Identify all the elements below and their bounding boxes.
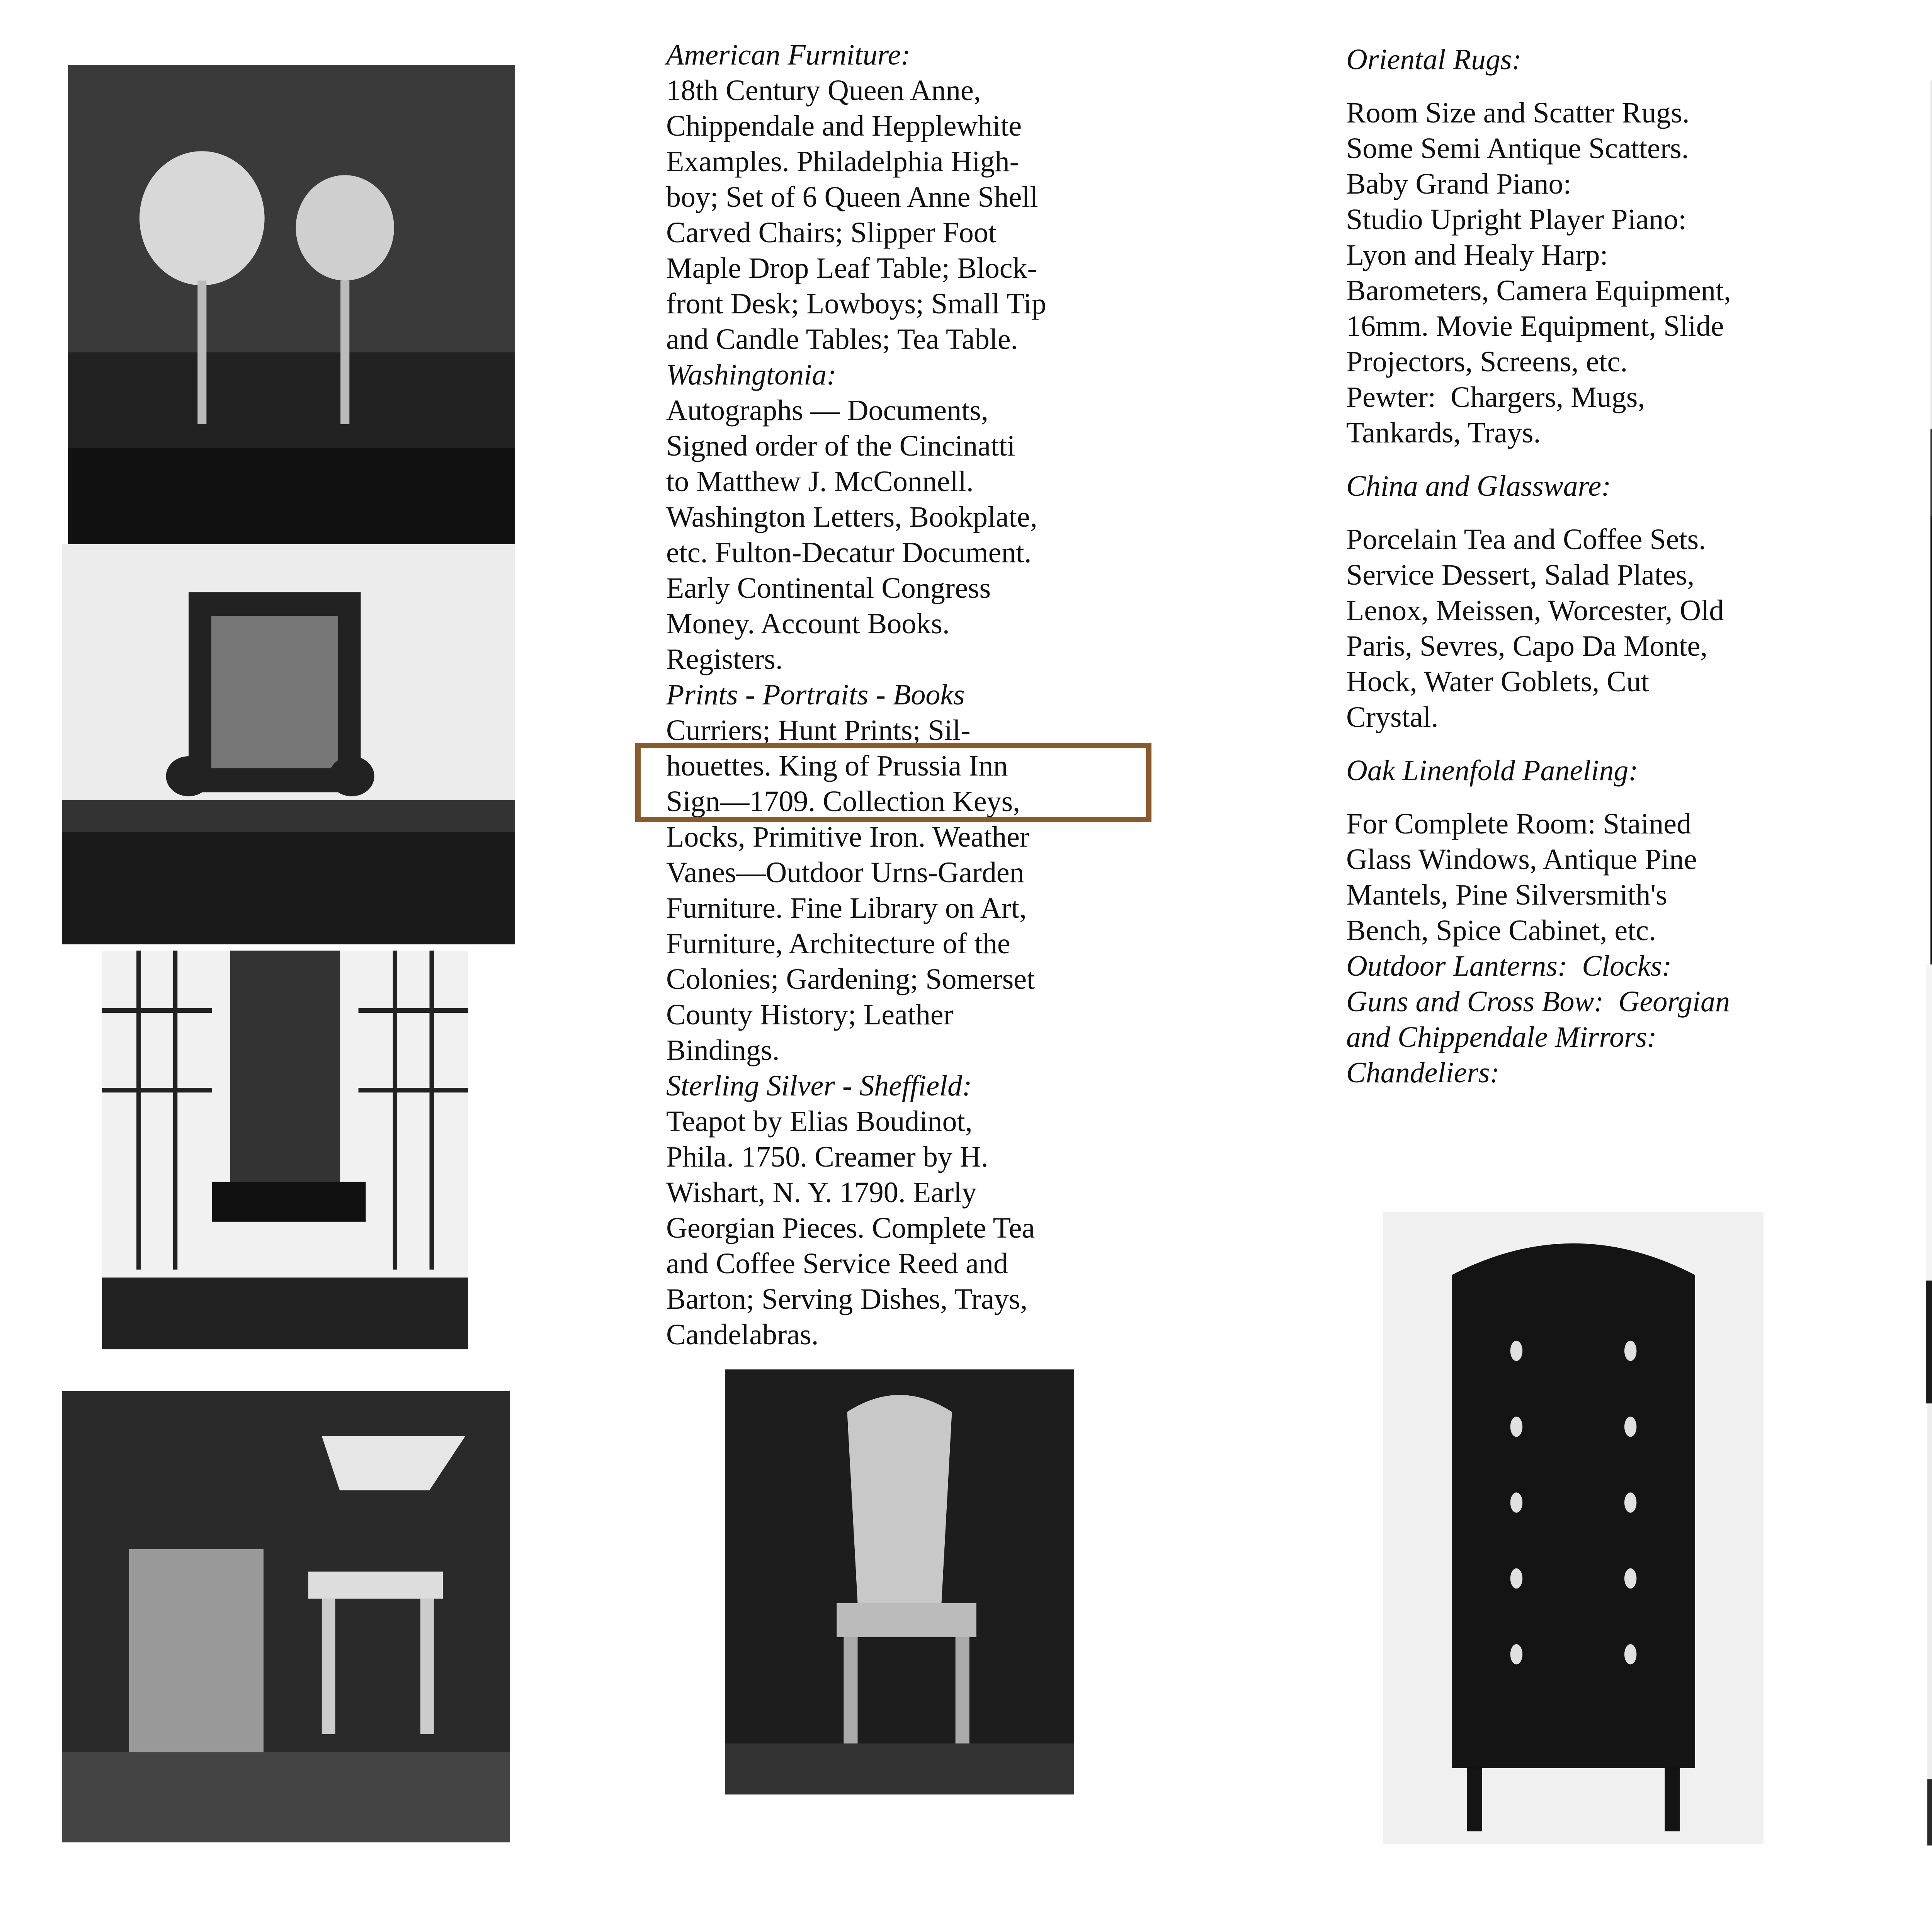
- photo-queen-anne-chair: [725, 1369, 1074, 1794]
- text-line: Colonies; Gardening; Somerset: [666, 963, 1035, 995]
- text-line: Projectors, Screens, etc.: [1346, 345, 1628, 378]
- text-line: 16mm. Movie Equipment, Slide: [1346, 310, 1724, 342]
- section-heading: Oak Linenfold Paneling:: [1346, 754, 1638, 787]
- text-line: Furniture, Architecture of the: [666, 927, 1010, 960]
- photo-sitting-room: [1926, 964, 1932, 1403]
- text-line: Teapot by Elias Boudinot,: [666, 1105, 973, 1138]
- column-middle-left: [666, 37, 1046, 1352]
- text-line: Bench, Spice Cabinet, etc.: [1346, 914, 1656, 947]
- text-line: front Desk; Lowboys; Small Tip: [666, 287, 1046, 320]
- text-line: Glass Windows, Antique Pine: [1346, 843, 1697, 876]
- text-line: houettes. King of Prussia Inn: [666, 750, 1008, 782]
- line-gap: [1346, 735, 1731, 753]
- photo-fireplace-portrait: [62, 544, 515, 944]
- section-heading: Sterling Silver - Sheffield:: [666, 1070, 972, 1102]
- section-heading: Prints - Portraits - Books: [666, 679, 965, 711]
- text-line: and Coffee Service Reed and: [666, 1247, 1008, 1280]
- section-heading: American Furniture:: [666, 39, 911, 71]
- text-line: Pewter: Chargers, Mugs,: [1346, 381, 1645, 413]
- text-line: Furniture. Fine Library on Art,: [666, 892, 1027, 924]
- text-line: Candelabras.: [666, 1318, 819, 1351]
- highlight-box: [635, 743, 1151, 822]
- text-line: boy; Set of 6 Queen Anne Shell: [666, 181, 1038, 213]
- text-line: Lenox, Meissen, Worcester, Old: [1346, 594, 1724, 627]
- text-line: Carved Chairs; Slipper Foot: [666, 216, 997, 249]
- text-line: Vanes—Outdoor Urns-Garden: [666, 856, 1024, 889]
- section-heading: China and Glassware:: [1346, 470, 1611, 502]
- section-heading: and Chippendale Mirrors:: [1346, 1021, 1657, 1053]
- text-line: Money. Account Books.: [666, 607, 950, 640]
- text-line: Tankards, Trays.: [1346, 417, 1541, 449]
- section-heading: Outdoor Lanterns: Clocks:: [1346, 950, 1672, 982]
- photo-globes: [68, 65, 515, 544]
- column-middle-right: [1346, 42, 1731, 1090]
- text-line: Service Dessert, Salad Plates,: [1346, 559, 1695, 591]
- text-line: Signed order of the Cincinatti: [666, 430, 1015, 462]
- text-line: and Candle Tables; Tea Table.: [666, 323, 1018, 355]
- photo-armchair-table: [62, 1391, 510, 1842]
- text-line: County History; Leather: [666, 998, 953, 1031]
- line-gap: [1346, 451, 1731, 468]
- text-line: Early Continental Congress: [666, 572, 991, 604]
- text-line: Barton; Serving Dishes, Trays,: [666, 1283, 1028, 1315]
- line-gap: [1346, 504, 1731, 522]
- text-line: Maple Drop Leaf Table; Block-: [666, 252, 1037, 284]
- text-line: to Matthew J. McConnell.: [666, 465, 974, 498]
- text-line: Georgian Pieces. Complete Tea: [666, 1212, 1035, 1244]
- text-line: Studio Upright Player Piano:: [1346, 203, 1687, 236]
- photo-window-lowboy: [102, 951, 468, 1349]
- text-line: For Complete Room: Stained: [1346, 808, 1691, 840]
- photo-secretary-desk: [1930, 80, 1932, 516]
- text-line: Porcelain Tea and Coffee Sets.: [1346, 523, 1706, 556]
- text-line: Mantels, Pine Silversmith's: [1346, 879, 1667, 911]
- line-gap: [1346, 788, 1731, 806]
- text-line: Sign—1709. Collection Keys,: [666, 785, 1020, 818]
- text-line: Crystal.: [1346, 701, 1439, 733]
- text-line: Washington Letters, Bookplate,: [666, 501, 1037, 533]
- text-line: 18th Century Queen Anne,: [666, 74, 981, 107]
- text-line: Baby Grand Piano:: [1346, 168, 1571, 200]
- text-line: Barometers, Camera Equipment,: [1346, 274, 1731, 307]
- text-line: Curriers; Hunt Prints; Sil-: [666, 714, 971, 747]
- text-line: Autographs — Documents,: [666, 394, 988, 427]
- text-line: Wishart, N. Y. 1790. Early: [666, 1176, 977, 1209]
- photo-room-window: [1927, 1403, 1932, 1845]
- text-line: Chippendale and Hepplewhite: [666, 110, 1022, 142]
- text-line: Lyon and Healy Harp:: [1346, 239, 1608, 271]
- photo-highboy: [1383, 1212, 1764, 1844]
- text-line: Paris, Sevres, Capo Da Monte,: [1346, 630, 1708, 662]
- text-line: Some Semi Antique Scatters.: [1346, 132, 1689, 165]
- text-line: Hock, Water Goblets, Cut: [1346, 665, 1650, 698]
- section-heading: Washingtonia:: [666, 359, 837, 391]
- text-line: Phila. 1750. Creamer by H.: [666, 1141, 988, 1173]
- section-heading: Chandeliers:: [1346, 1056, 1500, 1089]
- section-heading: Oriental Rugs:: [1346, 43, 1522, 76]
- photo-mirror-wall: [1930, 516, 1932, 964]
- text-line: Locks, Primitive Iron. Weather: [666, 821, 1030, 853]
- text-line: Bindings.: [666, 1034, 780, 1066]
- text-line: Room Size and Scatter Rugs.: [1346, 97, 1690, 129]
- text-line: Examples. Philadelphia High-: [666, 145, 1019, 178]
- text-line: Registers.: [666, 643, 783, 675]
- line-gap: [1346, 77, 1731, 95]
- text-line: etc. Fulton-Decatur Document.: [666, 536, 1032, 569]
- section-heading: Guns and Cross Bow: Georgian: [1346, 985, 1730, 1018]
